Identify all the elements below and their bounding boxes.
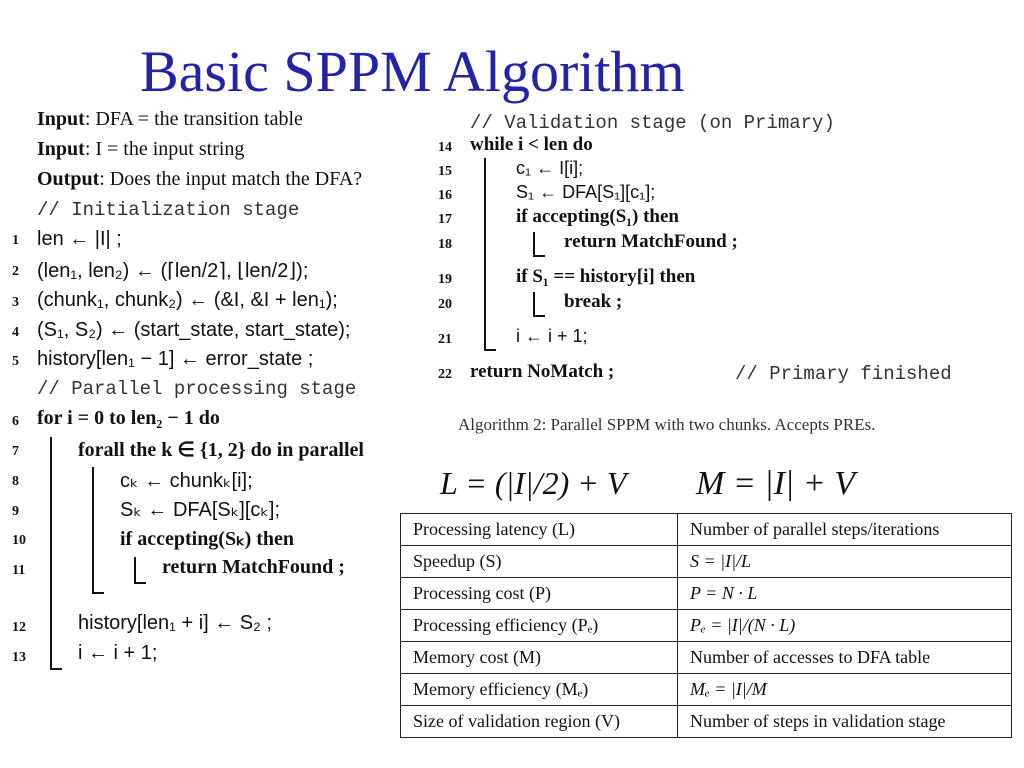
output-text: : Does the input match the DFA? <box>99 168 363 190</box>
code-line: (S₁, S₂) ← (start_state, start_state); <box>37 319 351 341</box>
metrics-table <box>400 513 1012 738</box>
metric-definition: S = |I|/L <box>678 546 1012 578</box>
code-line: (chunk₁, chunk₂) ← (&I, &I + len₁); <box>37 289 338 311</box>
input-dfa-line <box>37 108 303 131</box>
code-line: c₁ ← I[i]; <box>516 158 584 178</box>
line-number: 9 <box>12 504 19 519</box>
metric-name: Processing latency (L) <box>401 514 678 546</box>
scope-bar <box>533 292 535 316</box>
input-string-line <box>37 138 244 161</box>
metric-name: Processing cost (P) <box>401 578 678 610</box>
code-line: history[len₁ + i] ← S₂ ; <box>78 612 273 634</box>
comment-init: // Initialization stage <box>37 199 300 221</box>
line-number: 6 <box>12 414 19 429</box>
code-line: S₁ ← DFA[S₁][c₁]; <box>516 182 656 202</box>
table-row <box>401 578 1012 610</box>
metric-definition: Number of parallel steps/iterations <box>678 514 1012 546</box>
metric-name: Speedup (S) <box>401 546 678 578</box>
code-line: return MatchFound ; <box>564 231 738 252</box>
line-number: 18 <box>438 237 452 252</box>
code-line: if S₁ == history[i] then <box>516 266 696 287</box>
line-number: 12 <box>12 620 26 635</box>
table-row <box>401 514 1012 546</box>
line-number: 1 <box>12 233 19 248</box>
code-line: return NoMatch ; <box>470 361 615 382</box>
line-number: 20 <box>438 297 452 312</box>
code-line: if accepting(S₁) then <box>516 206 679 227</box>
code-line: len ← |I| ; <box>37 228 122 250</box>
line-number: 3 <box>12 295 19 310</box>
table-row <box>401 706 1012 738</box>
line-number: 8 <box>12 474 19 489</box>
input-label: Input <box>37 138 85 160</box>
scope-bar <box>134 557 136 583</box>
line-number: 5 <box>12 354 19 369</box>
line-number: 21 <box>438 332 452 347</box>
table-row <box>401 674 1012 706</box>
code-line: for i = 0 to len₂ − 1 do <box>37 407 220 429</box>
table-row <box>401 546 1012 578</box>
code-line: i ← i + 1; <box>78 642 158 664</box>
code-line: history[len₁ − 1] ← error_state ; <box>37 348 314 370</box>
input-string-text: : I = the input string <box>84 138 245 160</box>
code-line: (len₁, len₂) ← (⌈len/2⌉, ⌊len/2⌋); <box>37 260 309 282</box>
line-number: 15 <box>438 164 452 179</box>
scope-bar <box>484 158 486 350</box>
table-row <box>401 642 1012 674</box>
scope-bar <box>533 255 545 257</box>
metric-name: Memory cost (M) <box>401 642 678 674</box>
metric-definition: Number of accesses to DFA table <box>678 642 1012 674</box>
scope-bar <box>134 582 146 584</box>
line-number: 10 <box>12 533 26 548</box>
metric-name: Size of validation region (V) <box>401 706 678 738</box>
scope-bar <box>484 349 496 351</box>
metric-name: Processing efficiency (Pₑ) <box>401 610 678 642</box>
scope-bar <box>92 592 104 594</box>
scope-bar <box>50 668 62 670</box>
metric-definition: Mₑ = |I|/M <box>678 674 1012 706</box>
algorithm-caption: Algorithm 2: Parallel SPPM with two chunks. Accepts PREs. <box>458 415 876 434</box>
line-number: 14 <box>438 140 452 155</box>
line-number: 2 <box>12 264 19 279</box>
code-line: forall the k ∈ {1, 2} do in parallel <box>78 439 364 461</box>
input-label: Input <box>37 108 85 130</box>
comment-validation: // Validation stage (on Primary) <box>470 112 835 134</box>
code-line: cₖ ← chunkₖ[i]; <box>120 470 253 492</box>
line-number: 17 <box>438 212 452 227</box>
slide-title: Basic SPPM Algorithm <box>140 39 685 104</box>
metric-definition: Number of steps in validation stage <box>678 706 1012 738</box>
input-dfa-text: : DFA = the transition table <box>84 108 303 130</box>
code-line: break ; <box>564 291 623 312</box>
comment-finished: // Primary finished <box>735 363 952 385</box>
memory-formula: M = |I| + V <box>696 465 855 502</box>
comment-parallel: // Parallel processing stage <box>37 378 357 400</box>
line-number: 16 <box>438 188 452 203</box>
line-number: 11 <box>12 563 26 578</box>
metric-definition: Pₑ = |I|/(N · L) <box>678 610 1012 642</box>
line-number: 22 <box>438 367 452 382</box>
line-number: 4 <box>12 325 19 340</box>
output-label: Output <box>37 168 100 190</box>
code-line: return MatchFound ; <box>162 556 345 578</box>
scope-bar <box>50 437 52 669</box>
line-number: 13 <box>12 650 26 665</box>
metric-name: Memory efficiency (Mₑ) <box>401 674 678 706</box>
code-line: Sₖ ← DFA[Sₖ][cₖ]; <box>120 499 281 521</box>
code-line: if accepting(Sₖ) then <box>120 528 295 550</box>
code-line: while i < len do <box>470 134 593 155</box>
line-number: 7 <box>12 444 19 459</box>
table-row <box>401 610 1012 642</box>
line-number: 19 <box>438 272 452 287</box>
scope-bar <box>92 467 94 593</box>
code-line: i ← i + 1; <box>516 326 588 346</box>
output-line <box>37 168 362 191</box>
scope-bar <box>533 315 545 317</box>
scope-bar <box>533 232 535 256</box>
latency-formula: L = (|I|/2) + V <box>440 465 627 501</box>
metric-definition: P = N · L <box>678 578 1012 610</box>
